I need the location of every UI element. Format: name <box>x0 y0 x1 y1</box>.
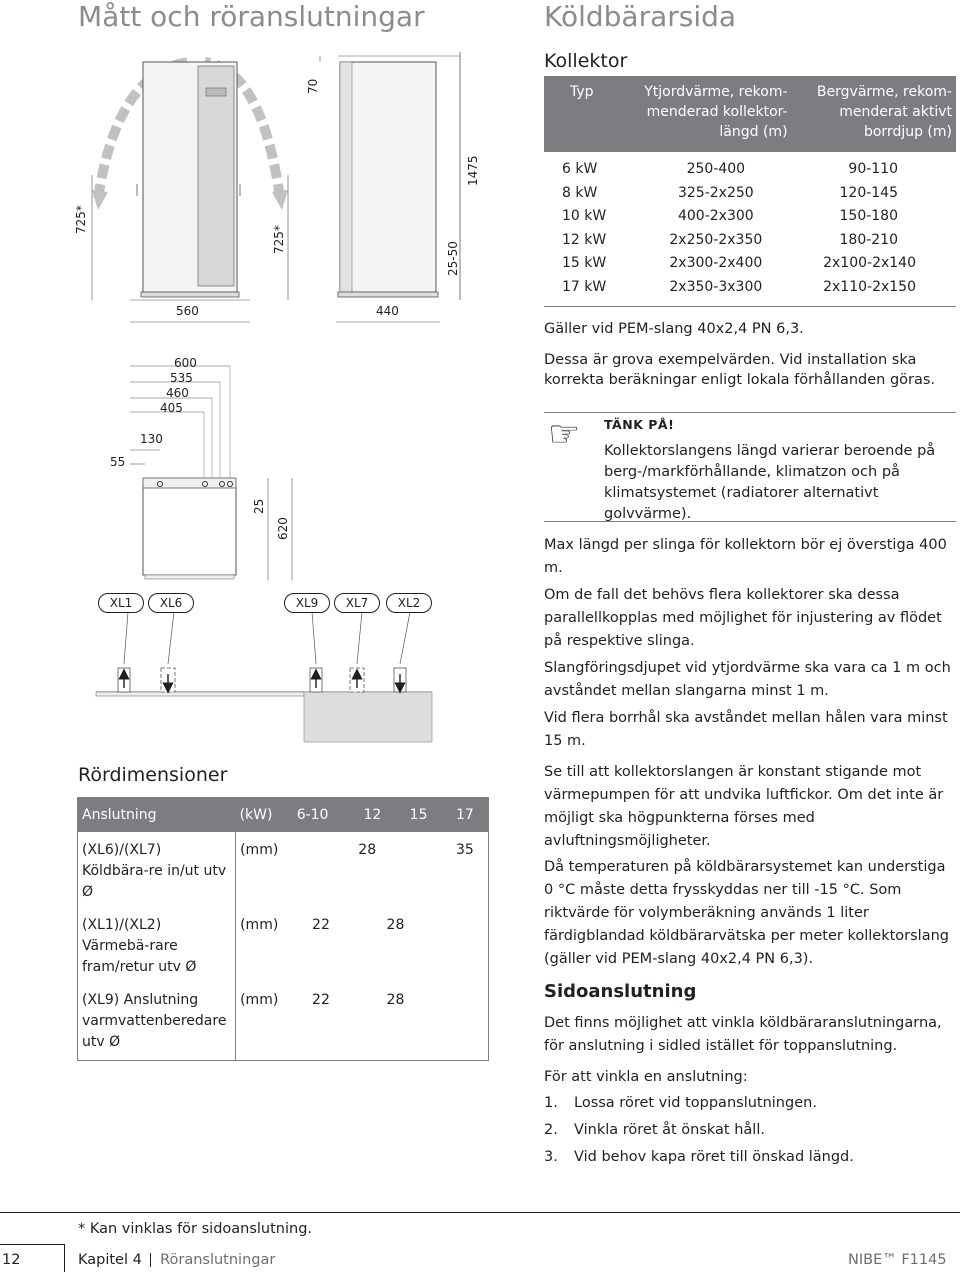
rtable-header-6-10: 6-10 <box>293 798 350 833</box>
kollektor-p3: Slangföringsdjupet vid ytjordvärme ska vara ca 1 m och avståndet mellan slangarna minst 1 m. <box>544 660 951 699</box>
ktable-cell: 120-145 <box>792 182 956 206</box>
table-row <box>78 832 489 907</box>
rtable-header-15: 15 <box>395 798 441 833</box>
kollektor-table <box>544 76 956 307</box>
ktable-cell: 2x300-2x400 <box>640 252 791 276</box>
ktable-cell: 2x100-2x140 <box>792 252 956 276</box>
sidoanslutning-p2: För att vinkla en anslutning: <box>544 1069 748 1085</box>
step-text: Lossa röret vid toppanslutningen. <box>574 1095 817 1111</box>
ktable-cell: 12 kW <box>544 229 640 253</box>
kollektor-heading: Kollektor <box>544 50 628 72</box>
table-row <box>544 276 956 306</box>
step-text: Vid behov kapa röret till önskad längd. <box>574 1149 854 1165</box>
rtable-header-12: 12 <box>349 798 395 833</box>
rordimensioner-table <box>77 797 489 1061</box>
list-item <box>544 1144 956 1171</box>
footnote: * Kan vinklas för sidoanslutning. <box>78 1221 313 1237</box>
pointing-hand-icon: ☞ <box>548 414 581 455</box>
step-number: 2. <box>544 1122 558 1138</box>
tip-title: TÄNK PÅ! <box>604 417 675 432</box>
table-row <box>544 152 956 182</box>
step-number: 3. <box>544 1149 558 1165</box>
dim-725-left: 725* <box>74 205 88 234</box>
rtable-header-anslutning: Anslutning <box>78 798 236 833</box>
rtable-cell-unit: (mm) <box>240 842 279 858</box>
rtable-cell-name: (XL6)/(XL7) Köldbära-re in/ut utv Ø <box>78 832 236 907</box>
rtable-header-kw: (kW) <box>236 798 293 833</box>
ktable-cell: 10 kW <box>544 205 640 229</box>
dim-130: 130 <box>140 432 163 446</box>
ktable-cell: 2x110-2x150 <box>792 276 956 306</box>
chapter-name: Röranslutningar <box>160 1252 276 1268</box>
page-title-left: Mått och röranslutningar <box>78 0 425 33</box>
label-xl7: XL7 <box>334 593 380 613</box>
ktable-cell: 15 kW <box>544 252 640 276</box>
sidoanslutning-steps <box>544 1090 956 1171</box>
ktable-header-berg: Bergvärme, rekom-menderat aktivt borrdjup (m) <box>792 76 956 152</box>
dim-620: 620 <box>276 517 290 540</box>
tip-box <box>544 412 956 522</box>
dim-1475: 1475 <box>466 155 480 186</box>
rtable-cell-name: (XL1)/(XL2) Värmebä-rare fram/retur utv Ø <box>78 907 236 982</box>
ktable-header-typ: Typ <box>544 76 640 152</box>
kollektor-p6: Då temperaturen på köldbärarsystemet kan understiga 0 °C måste detta frysskyddas ner till -15 °C. Som riktvärde för volymberäkning används 1 liter färdigblandad köldbärarvätska per meter kollektorslang (gäller vid PEM-slang 40x2,4 PN 6,3). <box>544 859 949 967</box>
ktable-header-ytjord: Ytjordvärme, rekom-menderad kollektor-längd (m) <box>640 76 791 152</box>
page-number: 12 <box>2 1252 21 1268</box>
page-number-rule <box>0 1244 64 1245</box>
rtable-cell-unit: (mm) <box>240 917 279 933</box>
dimension-drawing <box>70 40 510 752</box>
step-number: 1. <box>544 1095 558 1111</box>
list-item <box>544 1117 956 1144</box>
chapter-info <box>78 1252 275 1268</box>
ktable-cell: 17 kW <box>544 276 640 306</box>
rtable-cell-value: 35 <box>455 842 474 858</box>
kollektor-p2: Om de fall det behövs flera kollektorer ska dessa parallellkopplas med möjlighet för injustering av flödet på respektive slinga. <box>544 587 942 649</box>
ktable-cell: 2x350-3x300 <box>640 276 791 306</box>
ktable-cell: 8 kW <box>544 182 640 206</box>
dim-70: 70 <box>306 78 320 94</box>
table-row <box>78 907 489 982</box>
kollektor-p5: Se till att kollektorslangen är konstant stigande mot värmepumpen för att undvika luftfickor. Om det inte är möjligt ska högpunkterna förses med avluftningsmöjligheter. <box>544 764 944 849</box>
table-row <box>544 205 956 229</box>
rtable-cell-value: 28 <box>386 917 405 933</box>
rtable-cell-value: 22 <box>312 917 330 933</box>
rtable-cell-value: 28 <box>358 842 377 858</box>
kollektor-p1: Max längd per slinga för kollektorn bör ej överstiga 400 m. <box>544 537 947 576</box>
rordimensioner-heading: Rördimensioner <box>78 764 228 786</box>
dim-25-50: 25-50 <box>446 241 460 276</box>
list-item <box>544 1090 956 1117</box>
sidoanslutning-heading: Sidoanslutning <box>544 981 697 1002</box>
chapter-label: Kapitel 4 <box>78 1252 142 1268</box>
rtable-header-17: 17 <box>442 798 489 833</box>
dim-440: 440 <box>376 304 399 318</box>
dim-535: 535 <box>170 371 193 385</box>
label-xl6: XL6 <box>148 593 194 613</box>
dim-405: 405 <box>160 401 183 415</box>
dim-25: 25 <box>252 498 266 514</box>
step-text: Vinkla röret åt önskat håll. <box>574 1122 765 1138</box>
dim-55: 55 <box>110 455 126 469</box>
page-title-right: Köldbärarsida <box>544 0 737 33</box>
ktable-cell: 325-2x250 <box>640 182 791 206</box>
ktable-cell: 90-110 <box>792 152 956 182</box>
dim-460: 460 <box>166 386 189 400</box>
label-xl9: XL9 <box>284 593 330 613</box>
kollektor-note-pem: Gäller vid PEM-slang 40x2,4 PN 6,3. <box>544 321 804 337</box>
rtable-cell-value: 22 <box>312 992 330 1008</box>
kollektor-note-exempel: Dessa är grova exempelvärden. Vid installation ska korrekta beräkningar enligt lokala förhållanden göras. <box>544 352 936 388</box>
dim-725-right: 725* <box>272 225 286 254</box>
rtable-cell-name: (XL9) Anslutning varmvattenberedare utv Ø <box>78 982 236 1061</box>
tip-text: Kollektorslangens längd varierar beroende på berg-/markförhållande, klimatzon och på klimatsystemet (radiatorer alternativt golvvärme). <box>604 443 936 522</box>
table-row <box>544 229 956 253</box>
rtable-cell-value: 28 <box>386 992 405 1008</box>
ktable-cell: 250-400 <box>640 152 791 182</box>
table-row <box>78 982 489 1061</box>
ktable-cell: 150-180 <box>792 205 956 229</box>
sidoanslutning-p1: Det finns möjlighet att vinkla köldbäraranslutningarna, för anslutning i sidled istället för toppanslutning. <box>544 1015 942 1054</box>
ktable-cell: 400-2x300 <box>640 205 791 229</box>
footer-separator <box>64 1244 65 1272</box>
ktable-cell: 180-210 <box>792 229 956 253</box>
ktable-cell: 6 kW <box>544 152 640 182</box>
ktable-cell: 2x250-2x350 <box>640 229 791 253</box>
table-row <box>544 252 956 276</box>
rtable-cell-unit: (mm) <box>240 992 279 1008</box>
dim-600: 600 <box>174 356 197 370</box>
kollektor-p4: Vid flera borrhål ska avståndet mellan hålen vara minst 15 m. <box>544 710 948 749</box>
dim-560: 560 <box>176 304 199 318</box>
label-xl2: XL2 <box>386 593 432 613</box>
footer-divider <box>0 1212 960 1213</box>
label-xl1: XL1 <box>98 593 144 613</box>
table-row <box>544 182 956 206</box>
product-name: NIBE™ F1145 <box>848 1252 947 1268</box>
